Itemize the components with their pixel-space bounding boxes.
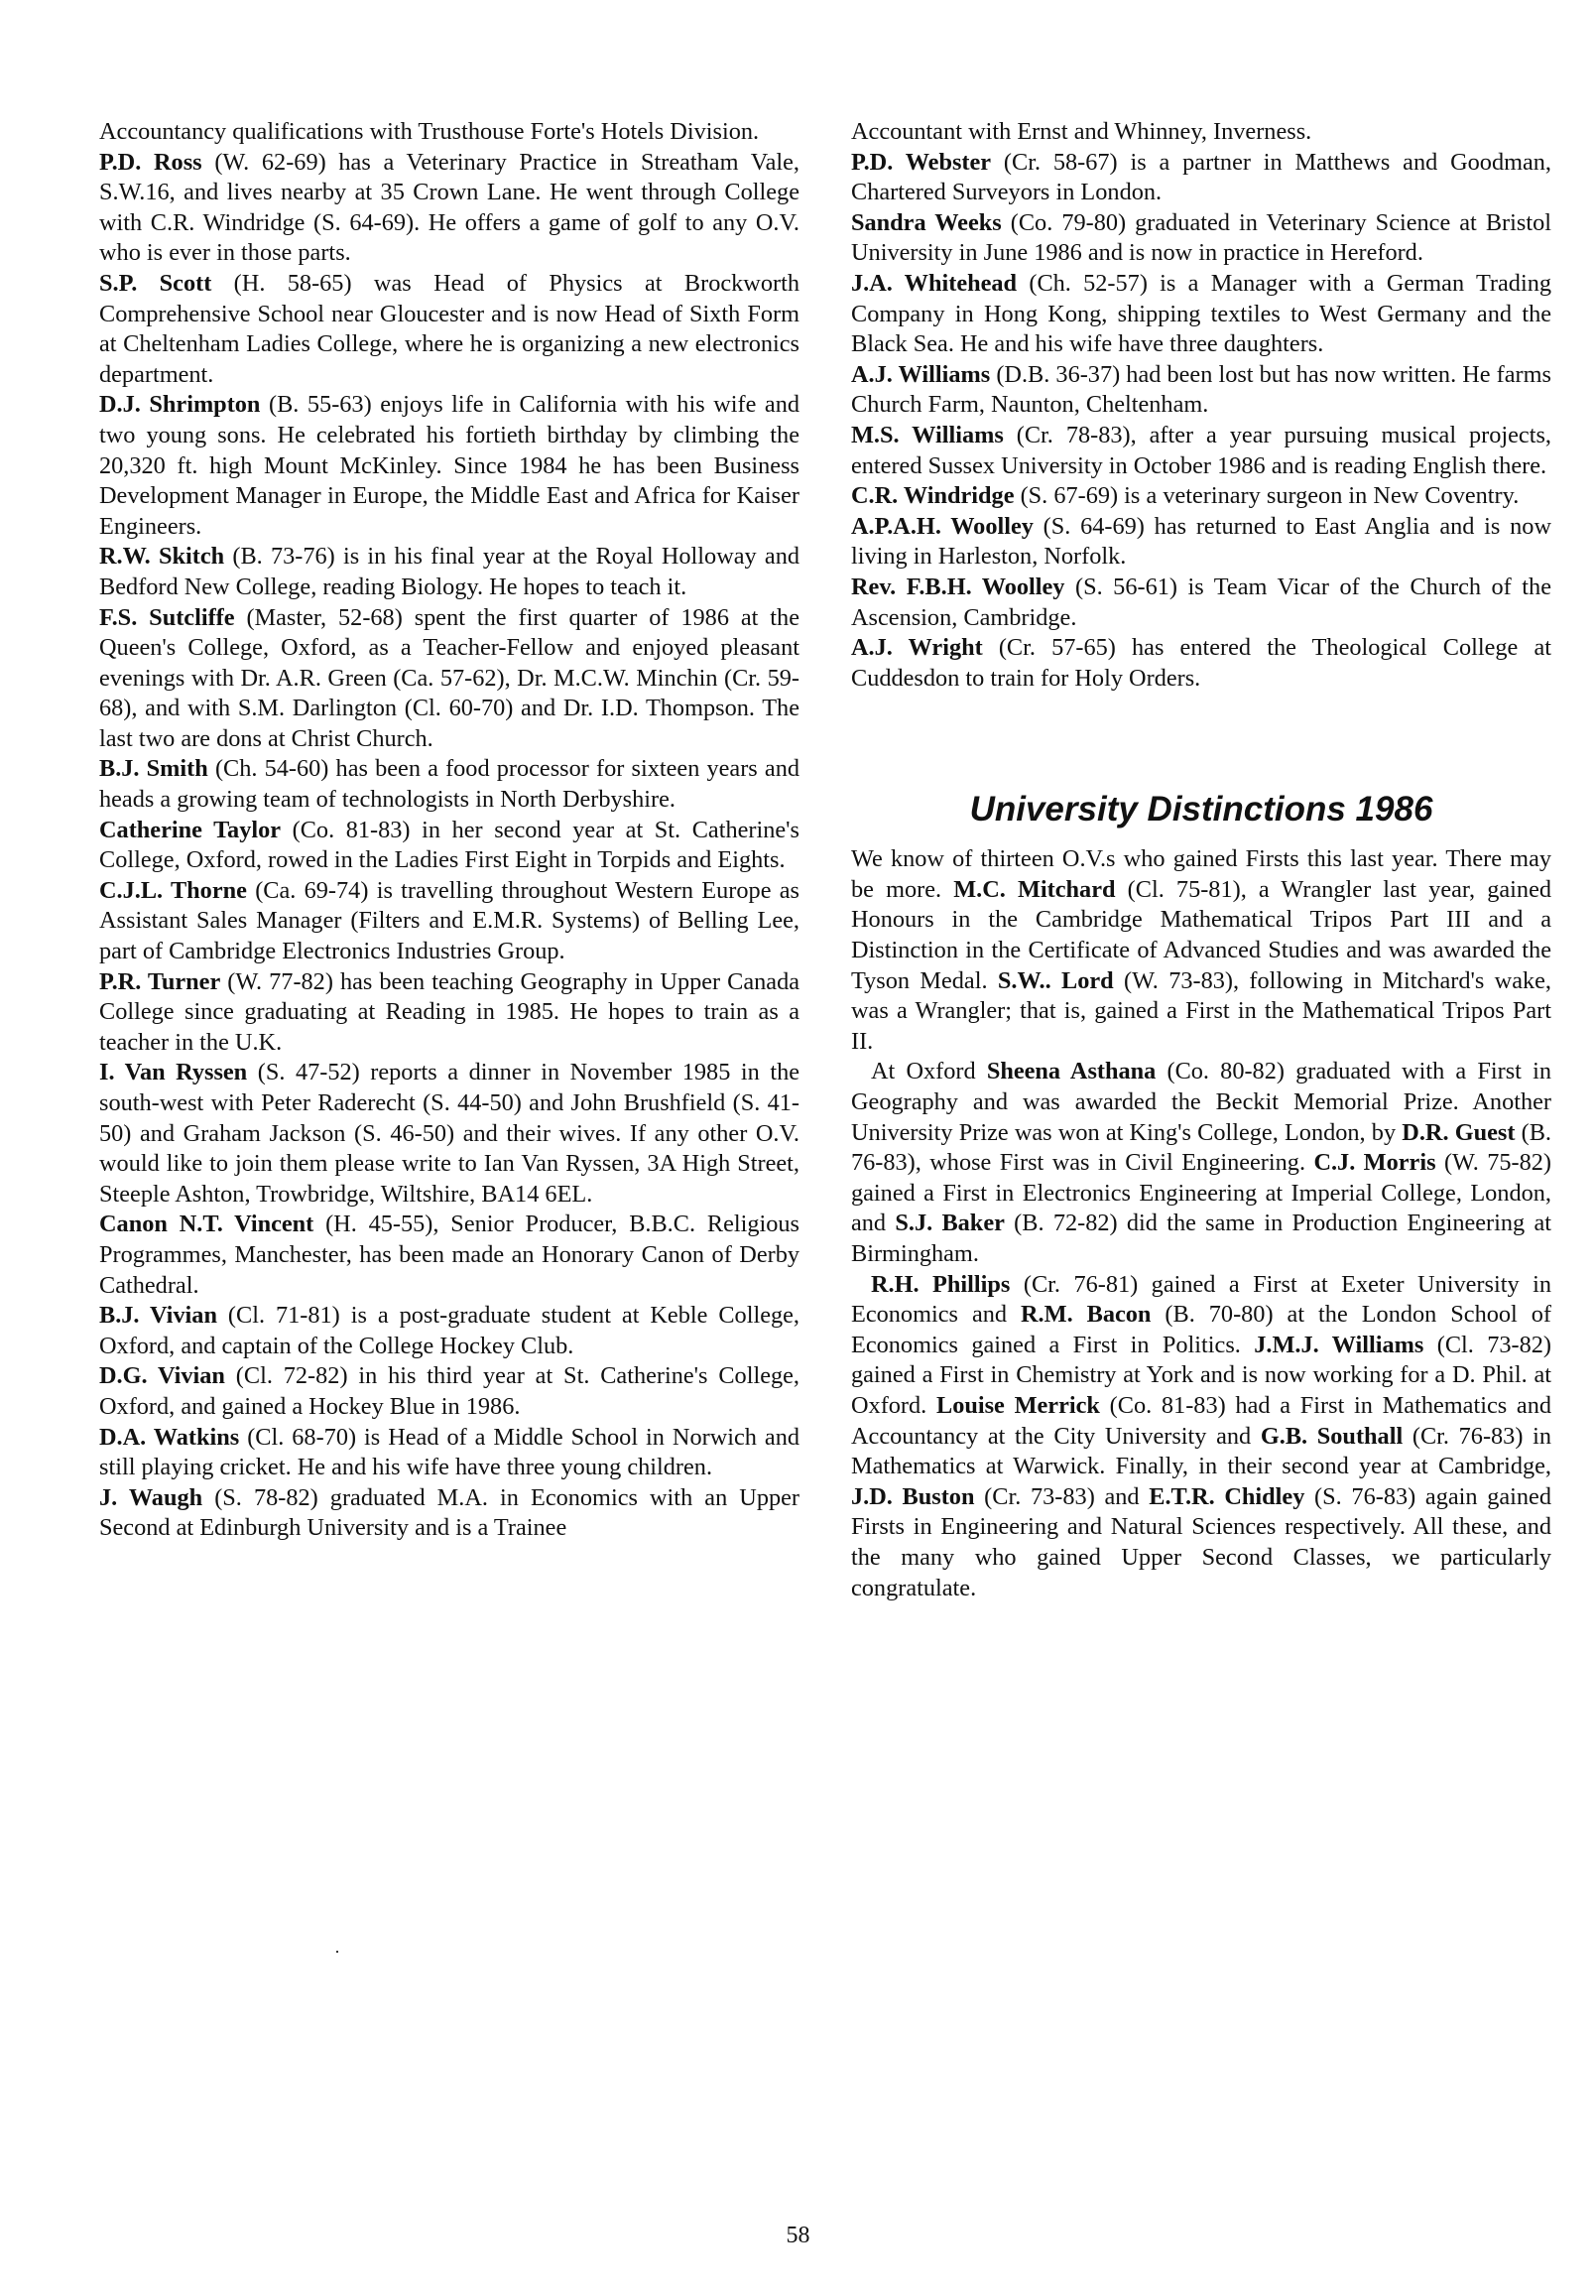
entry-name: D.G. Vivian [99,1362,225,1390]
entry-text: Accountant with Ernst and Whinney, Inverness. [851,118,1312,145]
highlighted-name: J.M.J. Williams [1254,1331,1424,1358]
entry-name: Canon N.T. Vincent [99,1211,314,1238]
entry [851,633,1551,694]
entry-name: S.P. Scott [99,269,212,297]
paragraph-text: (B. 72-82) did the same in Production Engineering at Birmingham. [851,1210,1551,1267]
paragraph-text: (Cl. 75-81), a Wrangler last year, gained Honours in the Cambridge Mathematical Tripos Part III and a Distinction in the Certificate of Advanced Studies and was awarded the Tyson Medal. [851,875,1552,994]
highlighted-name: E.T.R. Chidley [1149,1482,1305,1510]
entry-name: P.D. Ross [99,148,202,176]
entry-text: (Cl. 72-82) in his third year at St. Catherine's College, Oxford, and gained a Hockey Blue in 1986. [99,1362,799,1420]
entry [851,269,1551,360]
section-paragraph [851,1270,1551,1604]
entry-name: I. Van Ryssen [99,1059,248,1086]
entry-text: (S. 67-69) is a veterinary surgeon in New Coventry. [1014,482,1520,510]
paragraph-text: (Cr. 76-83) in Mathematics at Warwick. Finally, in their second year at Cambridge, [851,1422,1551,1480]
paragraph-text: (B. 76-83), whose First was in Civil Engineering. [851,1118,1552,1177]
highlighted-name: R.M. Bacon [1021,1301,1152,1329]
entry [851,360,1551,421]
entry [851,421,1551,481]
entry-text: (H. 58-65) was Head of Physics at Brockworth Comprehensive School near Gloucester and is now Head of Sixth Form at Cheltenham Ladies College, where he is organizing a new electronics department. [99,269,799,388]
entry-text: (Co. 79-80) graduated in Veterinary Science at Bristol University in June 1986 and is now in practice in Hereford. [851,208,1551,267]
paragraph-text: (Cl. 73-82) gained a First in Chemistry at York and is now working for a D. Phil. at Oxford. [851,1331,1552,1419]
entry [99,1483,799,1544]
entry-name: P.D. Webster [851,148,992,176]
paragraph-text: (S. 76-83) again gained Firsts in Engineering and Natural Sciences respectively. All these, and the many who gained Upper Second Classes, we particularly congratulate. [851,1482,1551,1601]
entry-text: (D.B. 36-37) had been lost but has now written. He farms Church Farm, Naunton, Cheltenham. [851,360,1551,419]
entry-name: P.R. Turner [99,967,221,995]
entry-name: C.J.L. Thorne [99,876,247,904]
highlighted-name: G.B. Southall [1260,1422,1404,1450]
entry-text: (Co. 81-83) in her second year at St. Catherine's College, Oxford, rowed in the Ladies First Eight in Torpids and Eights. [99,816,799,874]
entry-text: (B. 73-76) is in his final year at the Royal Holloway and Bedford New College, reading Biology. He hopes to teach it. [99,543,799,600]
entry [99,1301,799,1361]
entry-text: (Cr. 57-65) has entered the Theological College at Cuddesdon to train for Holy Orders. [851,634,1552,692]
entry [99,816,799,876]
entry-text: (S. 64-69) has returned to East Anglia and is now living in Harleston, Norfolk. [851,512,1551,571]
entry-name: B.J. Vivian [99,1302,217,1330]
entry [99,390,799,542]
entry-text: (S. 47-52) reports a dinner in November 1985 in the south-west with Peter Raderecht (S. 44-50) and John Brushfield (S. 41-50) and Graham Jackson (S. 46-50) and their wives. If any other O.V. would like to join them please write to Ian Van Ryssen, 3A High Street, Steeple Ashton, Trowbridge, Wiltshire, BA14 6EL. [99,1059,799,1208]
highlighted-name: C.J. Morris [1313,1149,1436,1177]
entry-name: B.J. Smith [99,755,208,783]
entry [99,967,799,1059]
entry-name: A.J. Williams [851,360,991,388]
entry-name: A.P.A.H. Woolley [851,512,1034,540]
entry [851,512,1551,573]
paragraph-text: (Co. 81-83) had a First in Mathematics and Accountancy at the City University and [851,1391,1551,1450]
stray-dot: · [334,1942,340,1962]
entry-text: (Cr. 78-83), after a year pursuing musical projects, entered Sussex University in October 1986 and is reading English there. [851,421,1551,479]
entry [99,1423,799,1483]
page-number: 58 [786,2223,810,2248]
entry-text: (S. 56-61) is Team Vicar of the Church of the Ascension, Cambridge. [851,573,1551,631]
entry-name: J. Waugh [99,1483,203,1511]
entry-text: (Master, 52-68) spent the first quarter of 1986 at the Queen's College, Oxford, as a Teacher-Fellow and enjoyed pleasant evenings with Dr. A.R. Green (Ca. 57-62), Dr. M.C.W. Minchin (Cr. 59-68), and with S.M. Darlington (Cl. 60-70) and Dr. I.D. Thompson. The last two are dons at Christ Church. [99,603,799,752]
entry-name: J.A. Whitehead [851,269,1018,297]
entry-text: (Ch. 54-60) has been a food processor for sixteen years and heads a growing team of technologists in North Derbyshire. [99,755,799,814]
highlighted-name: D.R. Guest [1402,1118,1516,1146]
section-body [851,844,1551,1603]
entry-text: Accountancy qualifications with Trusthouse Forte's Hotels Division. [99,118,760,145]
paragraph-text: (W. 73-83), following in Mitchard's wake, was a Wrangler; that is, gained a First in the Mathematical Tripos Part II. [851,966,1552,1055]
entry-text: (W. 62-69) has a Veterinary Practice in Streatham Vale, S.W.16, and lives nearby at 35 Crown Lane. He went through College with C.R. Windridge (S. 64-69). He offers a game of golf to any O.V. who is ever in those parts. [99,148,799,267]
section-heading: University Distinctions 1986 [969,790,1433,829]
left-column [99,117,799,1544]
entry [851,208,1551,269]
highlighted-name: J.D. Buston [851,1482,975,1510]
highlighted-name: M.C. Mitchard [953,875,1116,903]
entry-name: A.J. Wright [851,634,983,662]
entry [851,148,1551,208]
highlighted-name: Sheena Asthana [986,1058,1157,1085]
entry-name: M.S. Williams [851,421,1004,448]
paragraph-text: (B. 70-80) at the London School of Economics gained a First in Politics. [851,1301,1551,1358]
entry [99,117,799,148]
entry [99,754,799,815]
entry-name: F.S. Sutcliffe [99,603,235,631]
entry-text: (S. 78-82) graduated M.A. in Economics with an Upper Second at Edinburgh University and is a Trainee [99,1483,799,1542]
entry-text: (H. 45-55), Senior Producer, B.B.C. Religious Programmes, Manchester, has been made an Honorary Canon of Derby Cathedral. [99,1211,799,1299]
entry-text: (Ch. 52-57) is a Manager with a German Trading Company in Hong Kong, shipping textiles to West Germany and the Black Sea. He and his wife have three daughters. [851,269,1551,358]
paragraph-text: (Cr. 73-83) and [974,1482,1150,1510]
highlighted-name: R.H. Phillips [871,1270,1011,1298]
entry-name: Catherine Taylor [99,816,282,843]
entry [99,1361,799,1422]
entry-name: C.R. Windridge [851,482,1015,510]
paragraph-text: (Co. 80-82) graduated with a First in Geography and was awarded the Beckit Memorial Prize. Another University Prize was won at King's College, London, by [851,1058,1551,1146]
entry [99,148,799,269]
entry [851,481,1551,512]
entry-name: D.J. Shrimpton [99,391,261,419]
entry-name: Sandra Weeks [851,208,1002,236]
entry-text: (Ca. 69-74) is travelling throughout Western Europe as Assistant Sales Manager (Filters and E.M.R. Systems) of Belling Lee, part of Cambridge Electronics Industries Group. [99,876,799,965]
entry-text: (Cl. 68-70) is Head of a Middle School in Norwich and still playing cricket. He and his wife have three young children. [99,1423,799,1481]
entry [99,1058,799,1210]
paragraph-text: At Oxford [871,1058,987,1085]
entry-text: (B. 55-63) enjoys life in California with his wife and two young sons. He celebrated his fortieth birthday by climbing the 20,320 ft. high Mount McKinley. Since 1984 he has been Business Development Manager in Europe, the Middle East and Africa for Kaiser Engineers. [99,391,799,540]
entry [99,603,799,755]
right-column [851,117,1551,1603]
entry-name: Rev. F.B.H. Woolley [851,573,1065,600]
section-paragraph [851,844,1551,1057]
paragraph-text: (Cr. 76-81) gained a First at Exeter University in Economics and [851,1270,1551,1329]
paragraph-text: We know of thirteen O.V.s who gained Firsts this last year. There may be more. [851,845,1551,903]
entry [99,876,799,967]
paragraph-text: (W. 75-82) gained a First in Electronics Engineering at Imperial College, London, and [851,1149,1551,1237]
highlighted-name: S.W.. Lord [997,966,1114,994]
highlighted-name: S.J. Baker [895,1210,1005,1237]
entry-text: (W. 77-82) has been teaching Geography in Upper Canada College since graduating at Reading in 1985. He hopes to train as a teacher in the U.K. [99,967,799,1056]
entry [851,573,1551,633]
entry [99,542,799,602]
entry [99,1210,799,1301]
entry-text: (Cl. 71-81) is a post-graduate student at Keble College, Oxford, and captain of the College Hockey Club. [99,1302,799,1359]
entry [851,117,1551,148]
highlighted-name: Louise Merrick [935,1391,1100,1419]
section-paragraph [851,1057,1551,1269]
entry-name: D.A. Watkins [99,1423,240,1451]
entry-name: R.W. Skitch [99,543,225,571]
right-entries [851,117,1551,694]
entry-text: (Cr. 58-67) is a partner in Matthews and Goodman, Chartered Surveyors in London. [851,148,1551,206]
entry [99,269,799,390]
